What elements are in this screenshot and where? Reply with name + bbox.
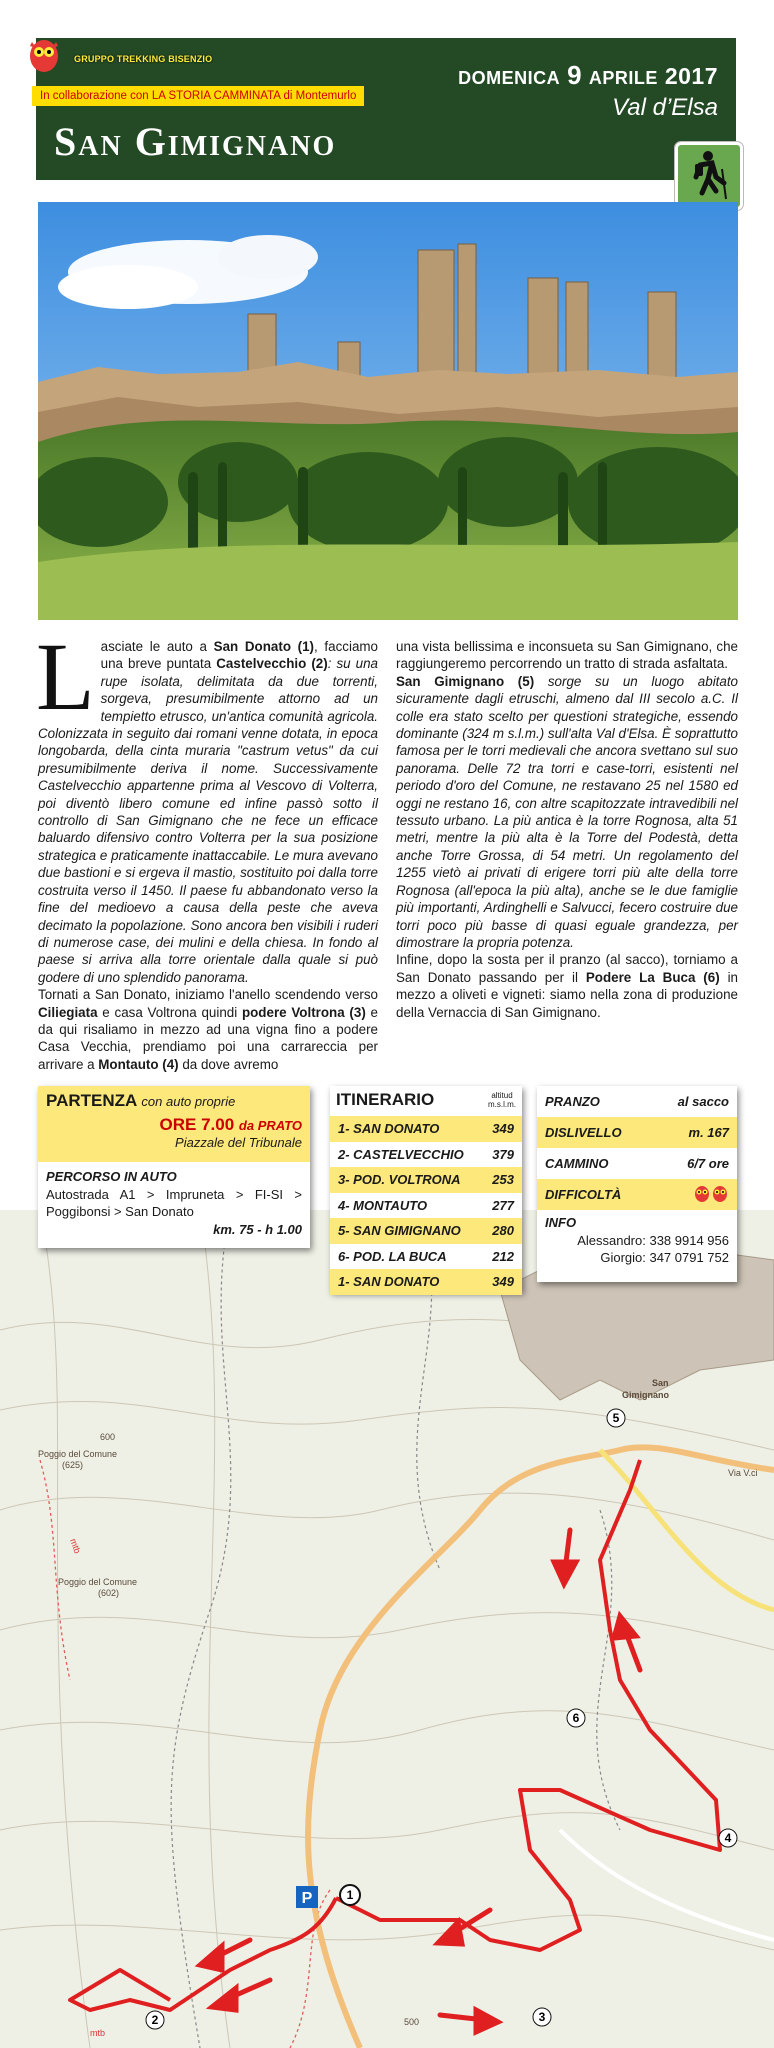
- town-label-2: Gimignano: [622, 1390, 669, 1400]
- stop-name: 6- POD. LA BUCA: [338, 1248, 447, 1264]
- body-text: una vista bellissima e inconsueta su San Gimignano, che raggiungeremo percorrendo un tratto di strada asfaltata.: [396, 639, 738, 672]
- marker-1: 1: [346, 1888, 354, 1902]
- iso500: 500: [404, 2017, 420, 2027]
- body-text: Infine, dopo la sosta per il pranzo (al sacco), torniamo a San Donato passando per il: [396, 952, 738, 985]
- stop-altitude: 349: [492, 1121, 514, 1137]
- bold-text: Podere La Buca (6): [585, 969, 720, 985]
- info-value: m. 167: [688, 1125, 729, 1140]
- marker-6: 6: [572, 1711, 580, 1725]
- route-title: PERCORSO IN AUTO: [46, 1169, 177, 1184]
- info-row: [537, 1179, 737, 1210]
- dropcap: L: [36, 623, 95, 730]
- info-key: PRANZO: [545, 1094, 600, 1109]
- italic-text: : su una rupe isolata, delimitata da due torrenti, sorgeva, presumibilmente attorno ad un tempietto etrusco, un'antica comunità agricola. Colonizzata in seguito dai romani venne dotata, in epoca longobarda, della cinta muraria "castrum vetus" da cui presumibilmente deriva il nome. Successivamente Castelvecchio appartenne prima al Vescovo di Volterra, poi diventò libero comune ed infine passò sotto il controllo di San Gimignano che ne fece un efficace baluardo difensivo contro Volterra per la sua posizione strategica e praticamente inattaccabile. Le mura avevano due bastioni e si ergeva il mastio, sostituito poi dalla torre costruita verso il 1450. Il paese fu abbandonato verso la fine del medioevo a causa della peste che aveva decimato la popolazione. Sono ancora ben visibili i ruderi di numerose case, dei mulini e della chiesa. In fondo al paese si arriva alla torre orientale dalla quale si può godere di uno splendido panorama.: [38, 656, 378, 985]
- body-text: e da qui risaliamo in mezzo ad una vigna fino a podere Casa Vecchia, prendiamo poi una carrareccia per arrivare a: [38, 1004, 379, 1072]
- stop-altitude: 280: [492, 1223, 514, 1239]
- contact-2: Giorgio: 347 0791 752: [600, 1250, 729, 1265]
- bold-text: podere Voltrona (3): [241, 1004, 366, 1020]
- difficulty-owl-icon: [693, 1191, 711, 1206]
- body-text: , facciamo una breve puntata: [100, 639, 378, 672]
- partenza-place: Piazzale del Tribunale: [175, 1135, 302, 1150]
- stop-name: 1- SAN DONATO: [338, 1274, 440, 1290]
- poggio1-label: Poggio del Comune: [38, 1449, 118, 1459]
- info-value: 6/7 ore: [687, 1156, 729, 1171]
- partenza-box: [38, 1086, 310, 1248]
- itinerario-title: ITINERARIO: [336, 1090, 435, 1109]
- mtb-label-2: mtb: [68, 1537, 83, 1555]
- parking-label: P: [301, 1890, 313, 1907]
- town-label-1: San: [652, 1378, 669, 1388]
- itinerary-row: [330, 1116, 522, 1142]
- itinerary-row: [330, 1142, 522, 1168]
- route-text: Autostrada A1 > Impruneta > FI-SI > Poggibonsi > San Donato: [46, 1186, 302, 1219]
- info-row: [537, 1117, 737, 1148]
- body-text: asciate le auto a: [100, 639, 214, 654]
- route-distance: km. 75 - h 1.00: [213, 1221, 302, 1237]
- stop-name: 5- SAN GIMIGNANO: [338, 1223, 461, 1239]
- article-column-1: [36, 623, 379, 1073]
- bold-text: Montauto (4): [98, 1056, 179, 1072]
- san-gimignano-photo: [38, 202, 738, 620]
- info-title: INFO: [545, 1215, 577, 1230]
- itinerary-row: [330, 1167, 522, 1193]
- info-key: DISLIVELLO: [545, 1125, 622, 1140]
- partenza-title: PARTENZA con auto proprie: [46, 1091, 236, 1110]
- stop-altitude: 349: [492, 1274, 514, 1290]
- header-banner: [36, 38, 736, 180]
- bold-text: Ciliegiata: [38, 1004, 98, 1020]
- club-name: GRUPPO TREKKING BISENZIO: [74, 54, 213, 64]
- bold-text: Castelvecchio (2): [216, 656, 328, 672]
- poggio1-alt: (625): [62, 1460, 84, 1470]
- article-column-2: [396, 638, 738, 1021]
- body-text: Tornati a San Donato, iniziamo l'anello scendendo verso: [38, 987, 378, 1003]
- poggio2-alt: (602): [98, 1588, 120, 1598]
- info-row: [537, 1086, 737, 1117]
- stop-name: 2- CASTELVECCHIO: [338, 1146, 464, 1162]
- stop-name: 1- SAN DONATO: [338, 1121, 440, 1137]
- partenza-time: ORE 7.00 da PRATO: [159, 1115, 302, 1134]
- info-row: [537, 1148, 737, 1179]
- iso600: 600: [100, 1432, 116, 1442]
- marker-5: 5: [612, 1411, 620, 1425]
- italic-text: sorge su un luogo abitato sicuramente dagli etruschi, almeno dal III secolo a.C. Il colle era stato scelto per questioni strategiche, essendo dominante (324 m s.l.m.) sull'alta Val d'Elsa. È soprattutto famosa per le torri medievali che ancora svettano sul suo panorama. Delle 72 tra torri e case-torri, esistenti nel periodo d'oro del Comune, ne restavano 25 nel 1580 ed oggi ne restano 16, con altre scapitozzate intravedibili nel tessuto urbano. La più antica è la torre Rognosa, alta 51 metri, mentre la più alta è la Torre del Podestà, detta anche Torre Grossa, di 54 metri. Un regolamento del 1255 vietò ai privati di erigere torri più alte della torre Rognosa (all'epoca la più alta), anche se le due famiglie più importanti, Ardinghelli e Salvucci, fecero costruire due torri poco più basse di quasi eguale grandezza, per dimostrare la propria potenza.: [396, 673, 739, 950]
- itinerario-box: [330, 1086, 522, 1292]
- itinerary-row: [330, 1269, 522, 1295]
- collab-note: In collaborazione con LA STORIA CAMMINATA di Montemurlo: [32, 86, 364, 106]
- page-title: San Gimignano: [54, 119, 337, 164]
- itinerary-row: [330, 1244, 522, 1270]
- stop-altitude: 379: [492, 1146, 514, 1162]
- itinerary-row: [330, 1218, 522, 1244]
- body-text: da dove avremo: [178, 1056, 279, 1072]
- stop-name: 3- POD. VOLTRONA: [338, 1172, 461, 1188]
- info-box: [537, 1086, 737, 1282]
- stop-altitude: 212: [492, 1248, 514, 1264]
- info-key: DIFFICOLTÀ: [545, 1187, 622, 1202]
- bold-text: San Donato (1): [213, 639, 315, 654]
- event-date: DOMENICA 9 APRILE 2017: [458, 60, 718, 90]
- bold-text: San Gimignano (5): [396, 673, 535, 689]
- difficulty-owl-icon: [711, 1191, 729, 1206]
- marker-4: 4: [724, 1831, 732, 1845]
- info-value: [693, 1183, 729, 1206]
- mtb-label: mtb: [90, 2028, 106, 2038]
- itinerary-row: [330, 1193, 522, 1219]
- info-value: al sacco: [677, 1094, 729, 1109]
- contact-1: Alessandro: 338 9914 956: [577, 1232, 729, 1248]
- marker-2: 2: [151, 2013, 159, 2027]
- event-area: Val d’Elsa: [612, 94, 718, 121]
- body-text: in mezzo a oliveti e vigneti: siamo nella zona di produzione della Vernaccia di San Gimignano.: [396, 969, 738, 1020]
- body-text: e casa Voltrona quindi: [97, 1004, 242, 1020]
- info-key: CAMMINO: [545, 1156, 609, 1171]
- via-label: Via V.ci: [728, 1468, 758, 1478]
- route-map: [0, 1210, 774, 2048]
- hiker-icon: [675, 142, 743, 210]
- stop-name: 4- MONTAUTO: [338, 1197, 428, 1213]
- stop-altitude: 253: [492, 1172, 514, 1188]
- altitude-header: altitud m.s.l.m.: [488, 1091, 516, 1109]
- poggio2-label: Poggio del Comune: [58, 1577, 138, 1587]
- stop-altitude: 277: [492, 1197, 514, 1213]
- marker-3: 3: [538, 2010, 546, 2024]
